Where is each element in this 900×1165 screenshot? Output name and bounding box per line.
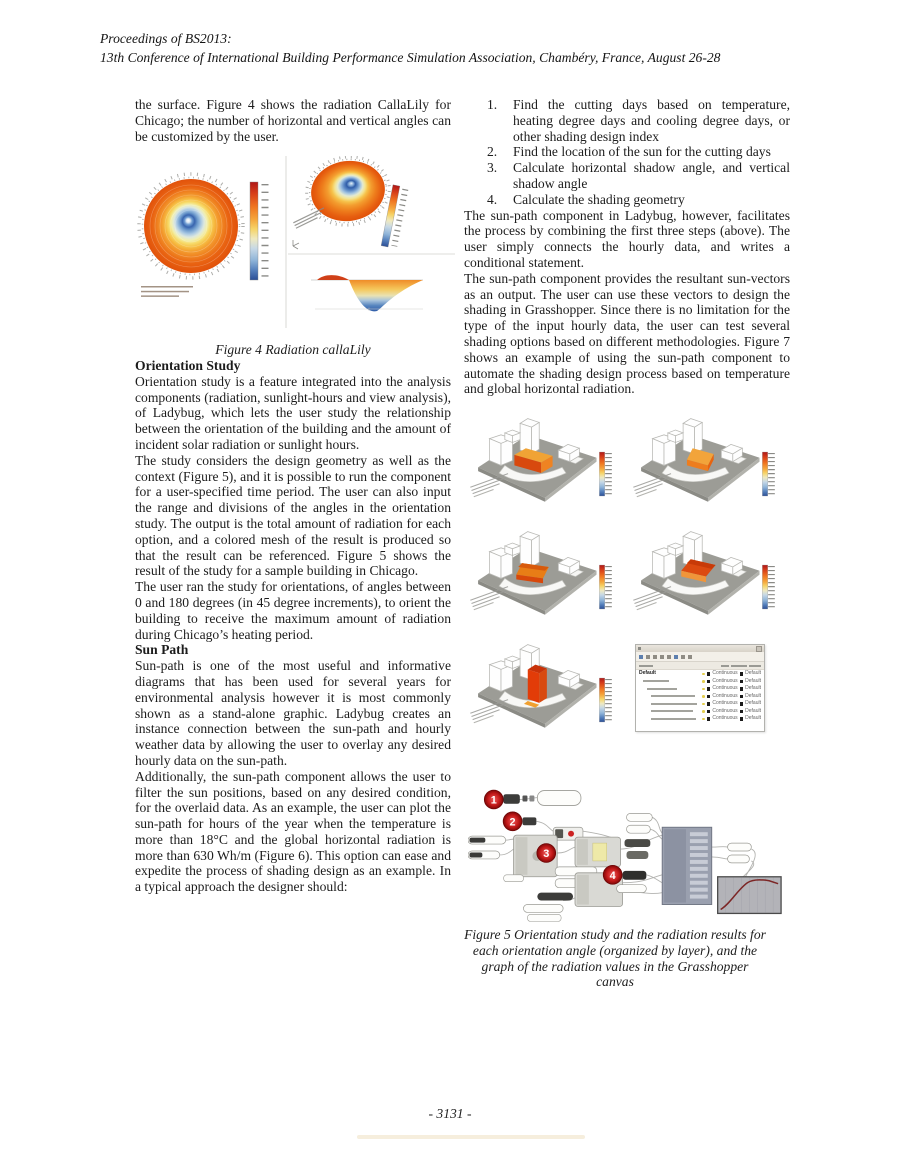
material-swatch <box>740 695 744 699</box>
orientation-study-heading: Orientation Study <box>135 357 241 373</box>
layer-row: Continuous Default <box>636 708 764 716</box>
layer-row: Continuous Default <box>636 685 764 693</box>
callalily-section-profile <box>311 276 423 312</box>
list-item: 4. Calculate the shading geometry <box>487 191 685 207</box>
material-swatch <box>740 710 744 714</box>
toolbar-icon <box>646 655 650 659</box>
figure4-image <box>133 156 451 342</box>
toolbar-icon <box>667 655 671 659</box>
material-swatch <box>740 717 744 721</box>
material-swatch <box>740 680 744 684</box>
sunpath-component-paragraph-1: The sun-path component in Ladybug, however, facilitates the process by combining the first three steps (above). The user simply connects the hourly data, and writes a conditional statement. <box>464 207 790 270</box>
marker-1-label: 1 <box>490 794 497 807</box>
list-item: 3. Calculate horizontal shadow angle, and vertical shadow angle <box>487 160 790 191</box>
header-line1: Proceedings of BS2013: <box>100 31 232 46</box>
layer-row: Continuous Default <box>636 715 764 723</box>
layers-panel-cell <box>627 636 787 743</box>
marker-2-label: 2 <box>509 816 516 829</box>
layer-on-icon <box>702 695 705 698</box>
intro-paragraph: the surface. Figure 4 shows the radiation CallaLily for Chicago; the number of horizontal and vertical angles can be customized by the user. <box>135 97 451 144</box>
toolbar-icon <box>688 655 692 659</box>
grasshopper-canvas-figure <box>468 783 790 927</box>
radiation-callalily-figure <box>133 156 455 338</box>
layer-row: Continuous Default <box>636 678 764 686</box>
list-item: 1. Find the cutting days based on temperature, heating degree days and cooling degree days, or other shading design index <box>487 97 790 144</box>
sunpath-paragraph-2: Additionally, the sun-path component allows the user to filter the sun positions, based on any desired condition, for the overlaid data. As an example, the user can plot the sun-path for hours of the year when the temperature is more than 18°C and the global horizontal radiation is more than 630 Wh/m (Figure 6). This option can ease and expedite the process of shading design as an example. In a typical approach the designer should: <box>135 768 451 895</box>
left-column <box>135 97 451 895</box>
layer-color-swatch <box>707 710 711 714</box>
orientation-view-90deg <box>464 523 624 630</box>
layer-color-swatch <box>707 717 711 721</box>
filter-icon <box>674 655 678 659</box>
material-swatch <box>740 702 744 706</box>
close-icon <box>756 646 762 652</box>
layers-panel-titlebar <box>636 645 764 652</box>
header-line2: 13th Conference of International Building Performance Simulation Association, Chambéry, France, August 26-28 <box>100 49 721 65</box>
perspective-legend <box>381 185 406 248</box>
layer-color-swatch <box>707 695 711 699</box>
layer-color-swatch <box>707 680 711 684</box>
toolbar-icon <box>660 655 664 659</box>
layers-panel-header-row <box>636 662 764 670</box>
marker-3-label: 3 <box>543 848 550 861</box>
new-layer-icon <box>639 655 643 659</box>
scan-artifact-line <box>357 1135 585 1139</box>
layers-panel <box>635 644 765 732</box>
layer-row-default: Default Continuous Default <box>639 670 761 677</box>
gh-components <box>468 791 781 922</box>
layer-on-icon <box>702 718 705 721</box>
right-column <box>464 97 790 990</box>
material-swatch <box>740 672 744 676</box>
layer-color-swatch <box>707 702 711 706</box>
list-item: 2. Find the location of the sun for the cutting days <box>487 144 771 160</box>
axis-icon <box>293 240 299 249</box>
callalily-top-view <box>139 174 243 278</box>
layer-on-icon <box>702 673 705 676</box>
toolbar-icon <box>681 655 685 659</box>
layer-color-swatch <box>707 672 711 676</box>
figure5-image-grid <box>464 410 790 743</box>
orientation-view-0deg <box>464 410 624 517</box>
orientation-paragraph-2: The study considers the design geometry as well as the context (Figure 5), and it is possible to run the component for a user-specified time period. The user can also input the range and divisions of the angles in the orientation study. The output is the total amount of radiation for each option, and a colored mesh of the result is produced so that the result can be referenced. Figure 5 shows the result of the study for a sample building in Chicago. <box>135 452 451 579</box>
layer-on-icon <box>702 688 705 691</box>
orientation-view-45deg <box>627 410 787 517</box>
layer-row: Continuous Default <box>636 700 764 708</box>
toolbar-icon <box>653 655 657 659</box>
marker-4-label: 4 <box>609 869 616 882</box>
sunpath-component-paragraph-2: The sun-path component provides the resultant sun-vectors as an output. The user can use these vectors to design the shading in Grasshopper. Since there is no limitation for the type of the input hourly data, the user can test several shading options based on different methodologies. Figure 7 shows an example of using the sun-path component to automate the shading design process based on temperature and global horizontal radiation. <box>464 270 790 397</box>
callalily-subcaption <box>141 286 193 297</box>
layer-row: Continuous Default <box>636 693 764 701</box>
layer-on-icon <box>702 703 705 706</box>
page-header <box>100 30 720 67</box>
layer-color-swatch <box>707 687 711 691</box>
layer-on-icon <box>702 680 705 683</box>
sun-path-heading: Sun Path <box>135 642 189 658</box>
callalily-perspective-view <box>302 156 394 230</box>
layer-on-icon <box>702 710 705 713</box>
orientation-paragraph-1: Orientation study is a feature integrated into the analysis components (radiation, sunlight-hours and view analysis), of Ladybug, which lets the user study the relationship between the orientation of the building and the amount of incident solar radiation or sunlight hours. <box>135 373 451 452</box>
orientation-paragraph-3: The user ran the study for orientations, of angles between 0 and 180 degrees (in 45 degree increments), to orient the building to receive the maximum amount of radiation during Chicago’s heating period. <box>135 579 451 642</box>
sunpath-paragraph-1: Sun-path is one of the most useful and informative diagrams that has been used for several years for environmental analysis however it is most commonly shown as a stand-alone graphic. Ladybug creates an instance connection between the sun-path and hourly weather data by allowing the user to overlay any desired hourly data on the sun-path. <box>135 658 451 768</box>
grasshopper-canvas <box>468 783 790 923</box>
figure4-caption: Figure 4 Radiation callaLily <box>215 342 371 358</box>
gh-radiation-graph <box>718 877 781 914</box>
window-icon <box>638 647 641 650</box>
material-swatch <box>740 687 744 691</box>
shading-design-steps <box>464 97 790 208</box>
figure5-caption: Figure 5 Orientation study and the radiation results for each orientation angle (organized by layer), and the graph of the radiation values in the Grasshopper canvas <box>464 926 766 990</box>
callalily-legend <box>250 182 265 280</box>
layers-panel-toolbar <box>636 652 764 662</box>
page-number: - 3131 - <box>428 1106 472 1121</box>
orientation-view-135deg <box>627 523 787 630</box>
orientation-view-180deg <box>464 636 624 743</box>
